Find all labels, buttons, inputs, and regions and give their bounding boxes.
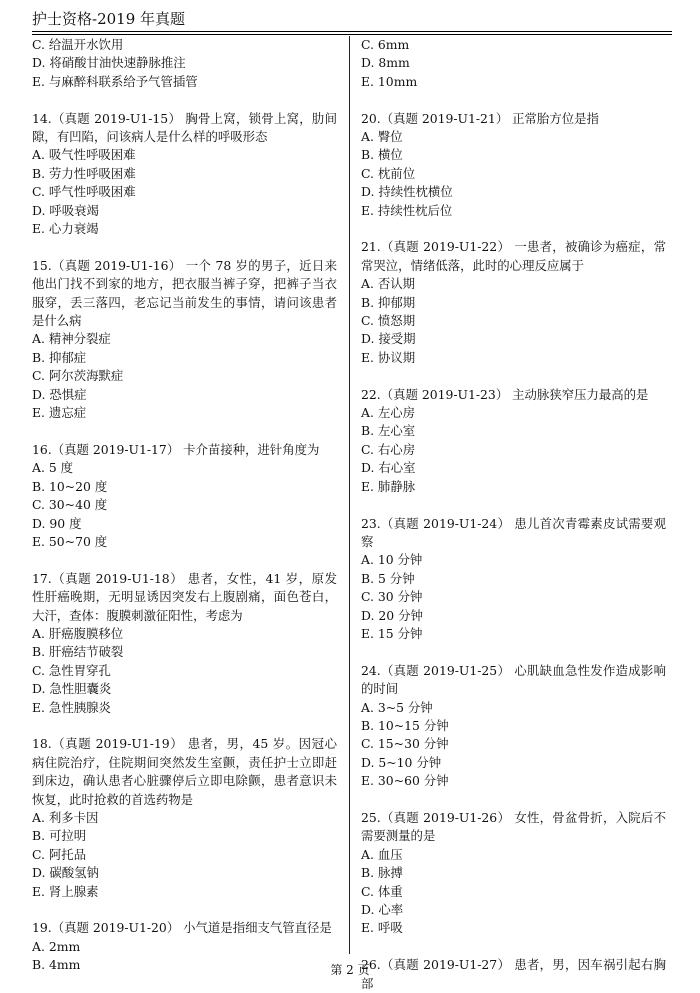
question-stem: 22.（真题 2019-U1-23） 主动脉狭窄压力最高的是 xyxy=(361,386,649,402)
option-item: E. 心力衰竭 xyxy=(32,221,99,237)
option-item: D. 将硝酸甘油快速静脉推注 xyxy=(32,55,186,71)
option-item: B. 肝癌结节破裂 xyxy=(32,644,124,660)
question-stem: 24.（真题 2019-U1-25） 心肌缺血急性发作造成影响的时间 xyxy=(361,662,666,697)
option-item: E. 持续性枕后位 xyxy=(361,202,453,218)
option-item: E. 30~60 分钟 xyxy=(361,773,449,789)
question-stem: 20.（真题 2019-U1-21） 正常胎方位是指 xyxy=(361,110,599,126)
question-stem: 16.（真题 2019-U1-17） 卡介苗接种，进针角度为 xyxy=(32,441,320,457)
option-item: C. 阿尔茨海默症 xyxy=(32,368,124,384)
option-item: A. 吸气性呼吸困难 xyxy=(32,147,136,163)
option-item: A. 3~5 分钟 xyxy=(361,699,433,715)
option-item: D. 8mm xyxy=(361,55,410,71)
option-item: B. 4mm xyxy=(32,957,81,973)
question-stem: 18.（真题 2019-U1-19） 患者，男，45 岁。因冠心病住院治疗，住院期间突然发生室颤，责任护士立即赶到床边，确认患者心脏骤停后立即电除颤，患者意识未恢复，此时抢救的首选药物是 xyxy=(32,736,337,807)
question-stem: 21.（真题 2019-U1-22） 一患者，被确诊为癌症，常常哭泣，情绪低落，此时的心理反应属于 xyxy=(361,239,666,273)
option-item: A. 10 分钟 xyxy=(361,552,423,568)
option-item: C. 30 分钟 xyxy=(361,589,423,605)
option-item: E. 协议期 xyxy=(361,349,416,365)
option-item: D. 90 度 xyxy=(32,515,82,531)
question-block xyxy=(32,570,337,717)
page-footer xyxy=(0,962,700,978)
option-item: B. 可拉明 xyxy=(32,828,87,844)
option-item: E. 50~70 度 xyxy=(32,533,108,549)
option-item: D. 恐惧症 xyxy=(32,386,87,402)
question-stem: 14.（真题 2019-U1-15） 胸骨上窝，锁骨上窝，肋间隙，有凹陷，问该病人是什么样的呼吸形态 xyxy=(32,110,337,145)
question-block xyxy=(361,110,666,220)
option-item: D. 心率 xyxy=(361,902,404,917)
option-item: D. 5~10 分钟 xyxy=(361,754,442,770)
right-column xyxy=(361,36,666,993)
question-stem: 15.（真题 2019-U1-16） 一个 78 岁的男子，近日来他出门找不到家的地方，把衣服当裤子穿，把裤子当衣服穿，丢三落四，老忘记当前发生的事情，请问该患者是什么病 xyxy=(32,257,337,329)
option-item: C. 右心房 xyxy=(361,441,416,457)
option-item: B. 10~15 分钟 xyxy=(361,717,449,733)
header-title: 护士资格-2019 年真题 xyxy=(32,10,186,28)
option-item: A. 否认期 xyxy=(361,276,415,292)
option-item: C. 愤怒期 xyxy=(361,313,416,329)
option-item: E. 肺静脉 xyxy=(361,478,416,494)
column-divider xyxy=(349,36,350,954)
option-item: E. 遗忘症 xyxy=(32,405,87,421)
option-item: B. 脉搏 xyxy=(361,865,403,881)
question-stem: 26.（真题 2019-U1-27） 患者，男，因车祸引起右胸部 xyxy=(361,957,666,991)
question-block xyxy=(32,257,337,423)
option-item: D. 呼吸衰竭 xyxy=(32,202,99,218)
option-item: C. 枕前位 xyxy=(361,165,416,181)
option-item: C. 急性胃穿孔 xyxy=(32,662,111,678)
question-block xyxy=(32,110,337,239)
option-item: C. 给温开水饮用 xyxy=(32,37,124,52)
option-item: A. 2mm xyxy=(32,938,81,954)
question-stem: 19.（真题 2019-U1-20） 小气道是指细支气管直径是 xyxy=(32,920,332,936)
header-rule-thick xyxy=(32,31,672,32)
continuation-options xyxy=(32,36,337,91)
option-item: C. 30~40 度 xyxy=(32,497,108,513)
page-number: 第 2 页 xyxy=(330,963,370,977)
option-item: D. 接受期 xyxy=(361,331,416,347)
option-item: A. 肝癌腹膜移位 xyxy=(32,625,124,641)
option-item: D. 持续性枕横位 xyxy=(361,184,453,200)
option-item: C. 阿托品 xyxy=(32,846,87,862)
option-item: A. 5 度 xyxy=(32,460,74,476)
option-item: B. 抑郁症 xyxy=(32,349,87,365)
option-item: A. 臀位 xyxy=(361,129,403,145)
option-item: E. 急性胰腺炎 xyxy=(32,699,111,715)
option-item: A. 精神分裂症 xyxy=(32,331,111,347)
question-block xyxy=(32,441,337,551)
option-item: B. 5 分钟 xyxy=(361,570,415,586)
option-item: E. 15 分钟 xyxy=(361,625,423,641)
option-item: C. 呼气性呼吸困难 xyxy=(32,184,136,200)
question-block xyxy=(32,735,337,901)
option-item: C. 体重 xyxy=(361,883,403,899)
question-block xyxy=(361,515,666,644)
option-item: B. 横位 xyxy=(361,147,403,163)
option-item: D. 碳酸氢钠 xyxy=(32,865,99,881)
option-item: B. 10~20 度 xyxy=(32,478,108,494)
option-item: E. 呼吸 xyxy=(361,920,403,936)
option-item: D. 20 分钟 xyxy=(361,607,423,623)
left-column xyxy=(32,36,337,975)
option-item: C. 15~30 分钟 xyxy=(361,736,449,752)
option-item: A. 利多卡因 xyxy=(32,809,99,825)
page-header xyxy=(32,8,672,32)
option-item: A. 左心房 xyxy=(361,405,415,421)
option-item: E. 10mm xyxy=(361,73,418,89)
question-stem: 17.（真题 2019-U1-18） 患者，女性，41 岁，原发性肝癌晚期，无明显诱因突发右上腹剧痛，面色苍白，大汗，查体：腹膜刺激征阳性，考虑为 xyxy=(32,570,337,623)
continuation-options xyxy=(361,36,666,91)
question-block xyxy=(361,662,666,791)
option-item: D. 右心室 xyxy=(361,460,416,476)
question-stem: 23.（真题 2019-U1-24） 患儿首次青霉素皮试需要观察 xyxy=(361,515,666,549)
question-stem: 25.（真题 2019-U1-26） 女性，骨盆骨折，入院后不需要测量的是 xyxy=(361,809,666,844)
option-item: B. 劳力性呼吸困难 xyxy=(32,165,136,181)
option-item: B. 抑郁期 xyxy=(361,294,416,310)
option-item: C. 6mm xyxy=(361,37,410,52)
header-rule-thin xyxy=(32,34,672,35)
option-item: D. 急性胆囊炎 xyxy=(32,681,112,697)
question-block xyxy=(361,809,666,938)
option-item: A. 血压 xyxy=(361,846,403,862)
question-block xyxy=(361,386,666,496)
question-block xyxy=(361,238,666,367)
option-item: B. 左心室 xyxy=(361,423,416,439)
option-item: E. 肾上腺素 xyxy=(32,883,99,899)
option-item: E. 与麻醉科联系给予气管插管 xyxy=(32,73,198,89)
